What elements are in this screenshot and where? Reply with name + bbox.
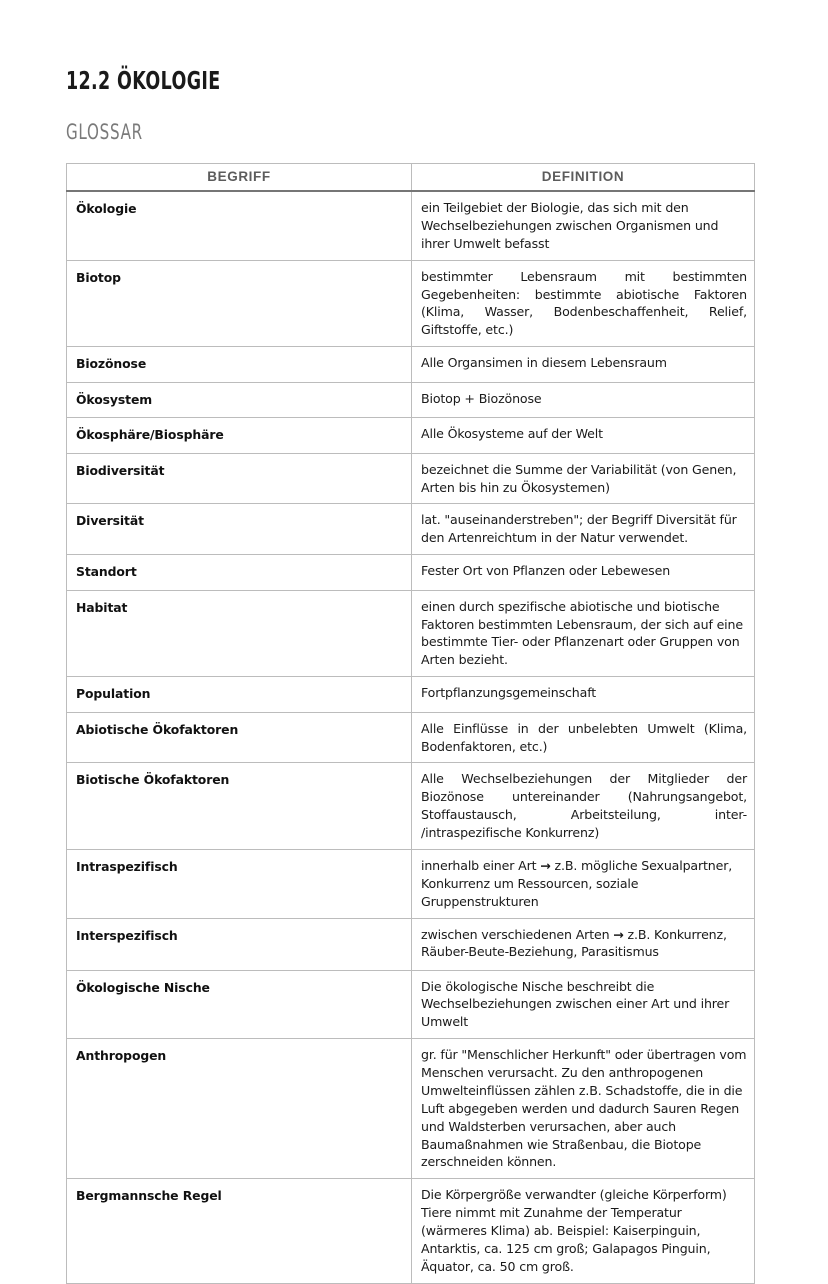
column-header-term: BEGRIFF xyxy=(67,164,412,192)
term-cell: Habitat xyxy=(67,590,412,677)
definition-cell: Alle Einflüsse in der unbelebten Umwelt (Klima, Bodenfaktoren, etc.) xyxy=(412,712,755,763)
definition-cell: innerhalb einer Art → z.B. mögliche Sexualpartner, Konkurrenz um Ressourcen, soziale Gruppenstrukturen xyxy=(412,849,755,918)
page-title: 12.2 ÖKOLOGIE xyxy=(66,66,221,95)
table-row xyxy=(67,260,755,347)
table-row xyxy=(67,763,755,850)
definition-cell: bestimmter Lebensraum mit bestimmten Gegebenheiten: bestimmte abiotische Faktoren (Klima, Wasser, Bodenbeschaffenheit, Relief, Giftstoffe, etc.) xyxy=(412,260,755,347)
definition-cell: Alle Ökosysteme auf der Welt xyxy=(412,418,755,454)
table-row xyxy=(67,504,755,555)
table-header-row xyxy=(67,164,755,192)
table-row xyxy=(67,677,755,713)
table-row xyxy=(67,382,755,418)
term-cell: Diversität xyxy=(67,504,412,555)
term-cell: Biodiversität xyxy=(67,453,412,504)
table-row xyxy=(67,347,755,383)
definition-cell: ein Teilgebiet der Biologie, das sich mit den Wechselbeziehungen zwischen Organismen und ihrer Umwelt befasst xyxy=(412,191,755,260)
table-row xyxy=(67,555,755,591)
definition-cell: Die Körpergröße verwandter (gleiche Körperform) Tiere nimmt mit Zunahme der Temperatur (wärmeres Klima) ab. Beispiel: Kaiserpinguin, Antarktis, ca. 125 cm groß; Galapagos Pinguin, Äquator, ca. 50 cm groß. xyxy=(412,1179,755,1283)
definition-cell: lat. "auseinanderstreben"; der Begriff Diversität für den Artenreichtum in der Natur verwendet. xyxy=(412,504,755,555)
term-cell: Biotop xyxy=(67,260,412,347)
section-subtitle: GLOSSAR xyxy=(66,120,143,144)
term-cell: Biotische Ökofaktoren xyxy=(67,763,412,850)
table-header xyxy=(67,164,755,192)
table-row xyxy=(67,418,755,454)
table-row xyxy=(67,1179,755,1283)
term-cell: Ökologie xyxy=(67,191,412,260)
term-cell: Population xyxy=(67,677,412,713)
definition-cell: Fester Ort von Pflanzen oder Lebewesen xyxy=(412,555,755,591)
term-cell: Anthropogen xyxy=(67,1039,412,1179)
table-row xyxy=(67,1039,755,1179)
term-cell: Abiotische Ökofaktoren xyxy=(67,712,412,763)
definition-cell: zwischen verschiedenen Arten → z.B. Konkurrenz, Räuber-Beute-Beziehung, Parasitismus xyxy=(412,918,755,970)
column-header-definition: DEFINITION xyxy=(412,164,755,192)
term-cell: Ökosystem xyxy=(67,382,412,418)
definition-cell: Die ökologische Nische beschreibt die Wechselbeziehungen zwischen einer Art und ihrer Umwelt xyxy=(412,970,755,1039)
definition-cell: Fortpflanzungsgemeinschaft xyxy=(412,677,755,713)
term-cell: Biozönose xyxy=(67,347,412,383)
table-row xyxy=(67,970,755,1039)
right-arrow-icon: → xyxy=(613,926,624,942)
definition-cell: Alle Organsimen in diesem Lebensraum xyxy=(412,347,755,383)
term-cell: Standort xyxy=(67,555,412,591)
term-cell: Ökosphäre/Biosphäre xyxy=(67,418,412,454)
definition-cell: bezeichnet die Summe der Variabilität (von Genen, Arten bis hin zu Ökosystemen) xyxy=(412,453,755,504)
term-cell: Intraspezifisch xyxy=(67,849,412,918)
table-row xyxy=(67,453,755,504)
table-row xyxy=(67,712,755,763)
term-cell: Bergmannsche Regel xyxy=(67,1179,412,1283)
table-body xyxy=(67,191,755,1283)
table-row xyxy=(67,590,755,677)
definition-cell: Biotop + Biozönose xyxy=(412,382,755,418)
definition-cell: Alle Wechselbeziehungen der Mitglieder der Biozönose untereinander (Nahrungsangebot, Stoffaustausch, Arbeitsteilung, inter- /intraspezifische Konkurrenz) xyxy=(412,763,755,850)
definition-cell: einen durch spezifische abiotische und biotische Faktoren bestimmten Lebensraum, der sich auf eine bestimmte Tier- oder Pflanzenart oder Gruppen von Arten bezieht. xyxy=(412,590,755,677)
glossary-table xyxy=(66,163,755,1284)
right-arrow-icon: → xyxy=(540,857,551,873)
table-row xyxy=(67,918,755,970)
term-cell: Ökologische Nische xyxy=(67,970,412,1039)
definition-cell: gr. für "Menschlicher Herkunft" oder übertragen vom Menschen verursacht. Zu den anthropogenen Umwelteinflüssen zählen z.B. Schadstoffe, die in die Luft abgegeben werden und dadurch Sauren Regen und Waldsterben verursachen, aber auch Baumaßnahmen wie Straßenbau, die Biotope zerschneiden können. xyxy=(412,1039,755,1179)
table-row xyxy=(67,849,755,918)
term-cell: Interspezifisch xyxy=(67,918,412,970)
table-row xyxy=(67,191,755,260)
